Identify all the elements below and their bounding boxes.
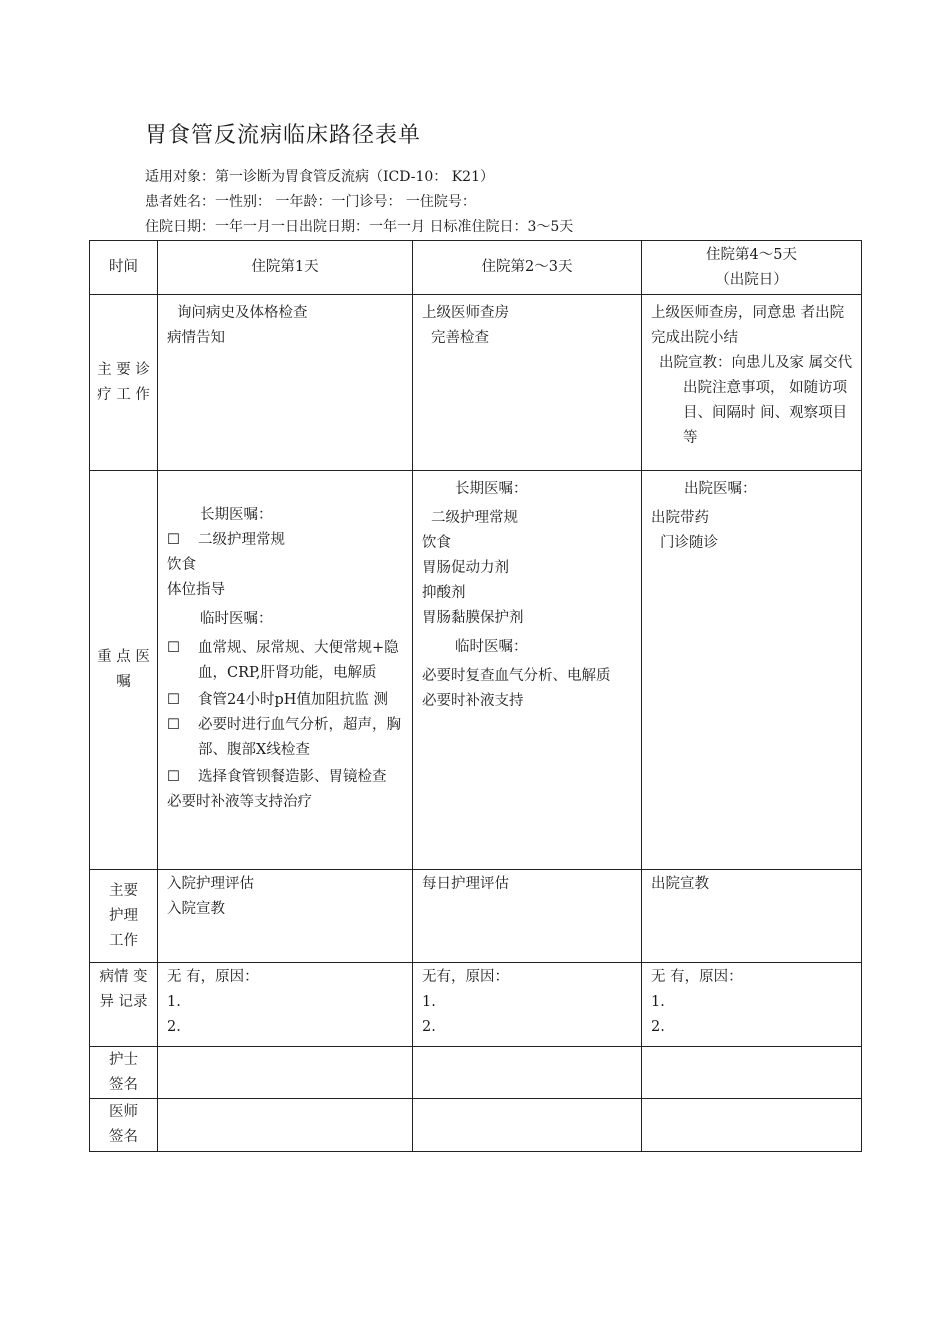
nursing-day4-5-cell — [642, 870, 862, 963]
order-item: ☐ 血常规、尿常规、大便常规+隐血，CRP,肝肾功能，电解质 — [167, 636, 404, 686]
applicable-target: 适用对象：第一诊断为胃食管反流病（ICD-10： K21） — [145, 169, 494, 185]
checkbox-icon: ☐ — [167, 532, 180, 548]
list-item: 完善检查 — [431, 330, 489, 346]
checkbox-icon: ☐ — [167, 692, 180, 708]
order-item: 必要时补液等支持治疗 — [167, 794, 312, 810]
patient-info-line: 患者姓名：一性别： 一年龄：一门诊号： 一住院号： — [145, 194, 476, 210]
row-label-nursing: 主要 护理 工作 — [90, 870, 158, 963]
order-item: ☐ 二级护理常规 — [167, 528, 404, 553]
order-item: ☐ 必要时进行血气分析，超声，胸部、腹部X线检查 — [167, 713, 404, 763]
list-item: 2. — [167, 1019, 181, 1035]
checkbox-icon: ☐ — [167, 717, 180, 733]
list-item: 入院宣教 — [167, 901, 225, 917]
list-item: 病情告知 — [167, 330, 225, 346]
order-item: ☐ 选择食管钡餐造影、胃镜检查 — [167, 765, 404, 790]
discharge-orders-heading: 出院医嘱： — [684, 481, 757, 497]
list-item: 完成出院小结 — [651, 330, 738, 346]
list-item: 出院宣教：向患儿及家 属交代出院注意事项， 如随访项目、间隔时 间、观察项目等 — [659, 355, 853, 446]
list-item: 无 有，原因： — [651, 969, 743, 985]
order-item: 抑酸剂 — [422, 585, 466, 601]
list-item: 1. — [167, 994, 181, 1010]
checkbox-icon: ☐ — [167, 769, 180, 785]
long-term-orders-heading: 长期医嘱： — [200, 507, 273, 523]
orders-day1-cell — [158, 471, 413, 870]
header-day4-5: 住院第4〜5天 （出院日） — [642, 241, 862, 295]
row-label-variance: 病情 变 异 记录 — [90, 963, 158, 1047]
header-day1: 住院第1天 — [158, 241, 413, 295]
doctor-sign-day4-5[interactable] — [642, 1099, 862, 1152]
row-label-diagnosis: 主 要 诊 疗 工 作 — [90, 295, 158, 471]
row-key-orders — [90, 471, 862, 870]
header-row — [90, 241, 862, 295]
order-item: 饮食 — [167, 557, 196, 573]
row-variance-record — [90, 963, 862, 1047]
list-item: 2. — [651, 1019, 665, 1035]
doctor-sign-day1[interactable] — [158, 1099, 413, 1152]
nursing-day1-cell — [158, 870, 413, 963]
row-main-diagnosis-work — [90, 295, 862, 471]
admission-dates-line: 住院日期：一年一月一日出院日期：一年一月 日标准住院日：3〜5天 — [145, 219, 574, 235]
list-item: 2. — [422, 1019, 436, 1035]
order-item: 饮食 — [422, 535, 451, 551]
order-item: 必要时复查血气分析、电解质 — [422, 668, 611, 684]
diag-day1-cell — [158, 295, 413, 471]
list-item: 询问病史及体格检查 — [177, 305, 308, 321]
nurse-sign-day2-3[interactable] — [413, 1047, 642, 1099]
nurse-sign-day1[interactable] — [158, 1047, 413, 1099]
nurse-sign-day4-5[interactable] — [642, 1047, 862, 1099]
row-label-doctor-sign: 医师 签名 — [90, 1099, 158, 1152]
temporary-orders-heading: 临时医嘱： — [455, 639, 528, 655]
diag-day2-3-cell — [413, 295, 642, 471]
order-item: 必要时补液支持 — [422, 693, 524, 709]
row-doctor-signature — [90, 1099, 862, 1152]
list-item: 每日护理评估 — [422, 876, 509, 892]
list-item: 上级医师查房，同意患 者出院 — [651, 305, 845, 321]
orders-day4-5-cell — [642, 471, 862, 870]
diag-day4-5-cell — [642, 295, 862, 471]
row-label-orders: 重 点 医 嘱 — [90, 471, 158, 870]
order-item: 二级护理常规 — [431, 510, 518, 526]
list-item: 无有，原因： — [422, 969, 509, 985]
checkbox-icon: ☐ — [167, 640, 180, 656]
row-nursing-work — [90, 870, 862, 963]
temporary-orders-heading: 临时医嘱： — [200, 611, 273, 627]
variance-day2-3-cell — [413, 963, 642, 1047]
row-nurse-signature — [90, 1047, 862, 1099]
variance-day1-cell — [158, 963, 413, 1047]
list-item: 出院宣教 — [651, 876, 709, 892]
long-term-orders-heading: 长期医嘱： — [455, 481, 528, 497]
list-item: 入院护理评估 — [167, 876, 254, 892]
variance-day4-5-cell — [642, 963, 862, 1047]
header-day2-3: 住院第2〜3天 — [413, 241, 642, 295]
page-title: 胃食管反流病临床路径表单 — [145, 123, 422, 148]
clinical-pathway-table — [89, 240, 862, 1152]
list-item: 1. — [422, 994, 436, 1010]
order-item: 体位指导 — [167, 582, 225, 598]
list-item: 无 有，原因： — [167, 969, 259, 985]
order-item: 胃肠黏膜保护剂 — [422, 610, 524, 626]
order-item: 出院带药 — [651, 510, 709, 526]
header-time: 时间 — [90, 241, 158, 295]
order-item: 胃肠促动力剂 — [422, 560, 509, 576]
order-item: ☐ 食管24小时pH值加阻抗监 测 — [167, 688, 404, 713]
doctor-sign-day2-3[interactable] — [413, 1099, 642, 1152]
list-item: 上级医师查房 — [422, 305, 509, 321]
nursing-day2-3-cell — [413, 870, 642, 963]
orders-day2-3-cell — [413, 471, 642, 870]
order-item: 门诊随诊 — [660, 535, 718, 551]
list-item: 1. — [651, 994, 665, 1010]
row-label-nurse-sign: 护士 签名 — [90, 1047, 158, 1099]
